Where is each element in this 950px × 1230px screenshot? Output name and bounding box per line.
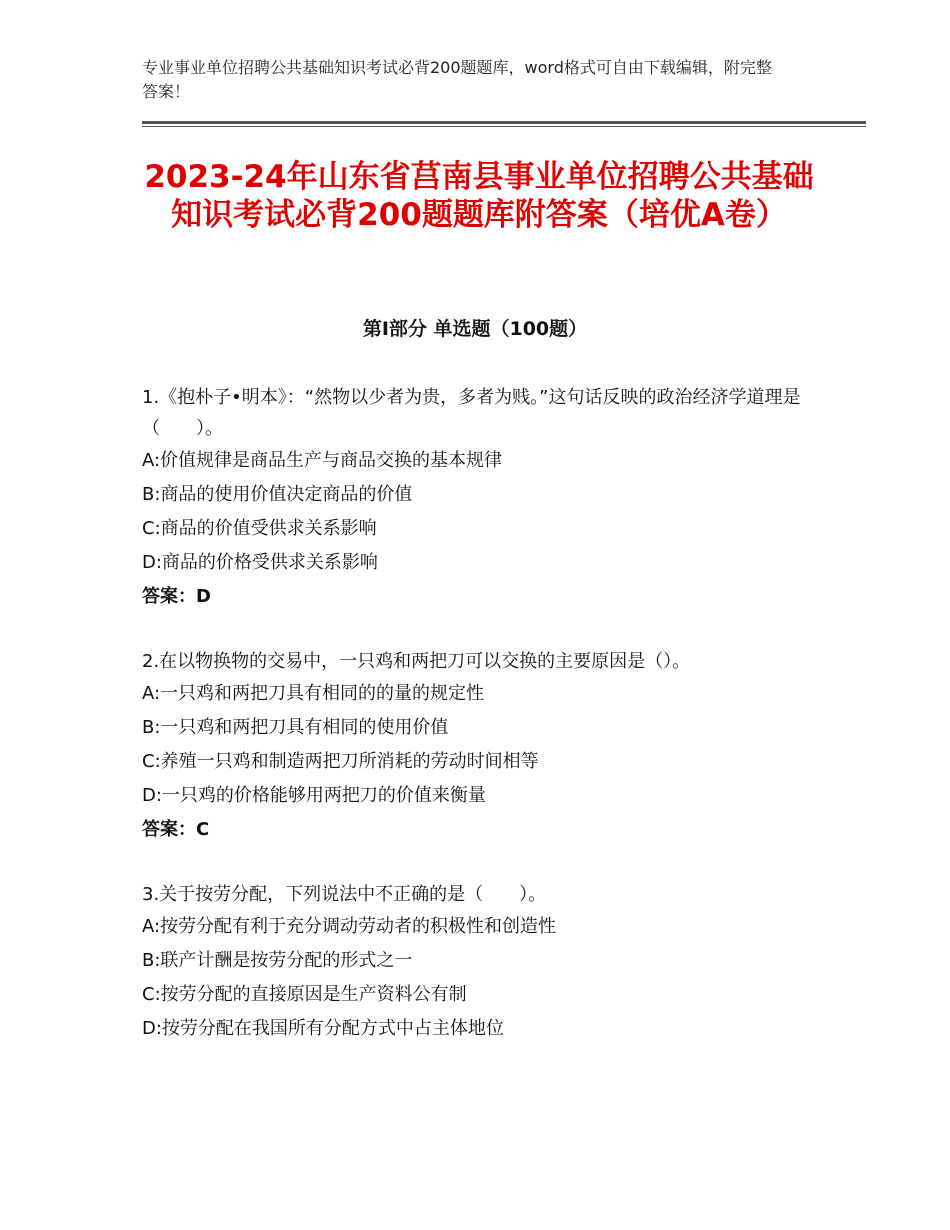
header-divider-thin [142,126,866,127]
option-c: C:按劳分配的直接原因是生产资料公有制 [142,984,467,1005]
option-c: C:商品的价值受供求关系影响 [142,518,377,539]
option-a: A:按劳分配有利于充分调动劳动者的积极性和创造性 [142,916,557,937]
option-d: D:商品的价格受供求关系影响 [142,552,378,573]
section-title: 第Ⅰ部分 单选题（100题） [362,318,588,340]
question-list [142,382,802,1078]
answer-label: 答案：C [142,819,210,840]
document-title: 2023-24年山东省莒南县事业单位招聘公共基础知识考试必背200题题库附答案（培优A卷） [144,159,814,233]
option-d: D:按劳分配在我国所有分配方式中占主体地位 [142,1018,504,1039]
option-b: B:联产计酬是按劳分配的形式之一 [142,950,413,971]
option-a: A:一只鸡和两把刀具有相同的的量的规定性 [142,683,485,704]
answer-label: 答案：D [142,586,211,607]
option-b: B:商品的使用价值决定商品的价值 [142,484,413,505]
option-c: C:养殖一只鸡和制造两把刀所消耗的劳动时间相等 [142,751,539,772]
question-2 [142,646,802,847]
header-divider-thick [142,121,866,124]
question-stem: 2.在以物换物的交易中，一只鸡和两把刀可以交换的主要原因是（）。 [142,651,691,672]
question-stem: 3.关于按劳分配，下列说法中不正确的是（ ）。 [142,884,547,905]
header-note: 专业事业单位招聘公共基础知识考试必背200题题库，word格式可自由下载编辑，附完整答案！ [142,58,772,101]
option-a: A:价值规律是商品生产与商品交换的基本规律 [142,450,503,471]
question-3 [142,879,802,1046]
question-stem: 1.《抱朴子•明本》：“然物以少者为贵，多者为贱。”这句话反映的政治经济学道理是（ ）。 [142,387,801,439]
option-b: B:一只鸡和两把刀具有相同的使用价值 [142,717,449,738]
option-d: D:一只鸡的价格能够用两把刀的价值来衡量 [142,785,486,806]
question-1 [142,382,802,614]
